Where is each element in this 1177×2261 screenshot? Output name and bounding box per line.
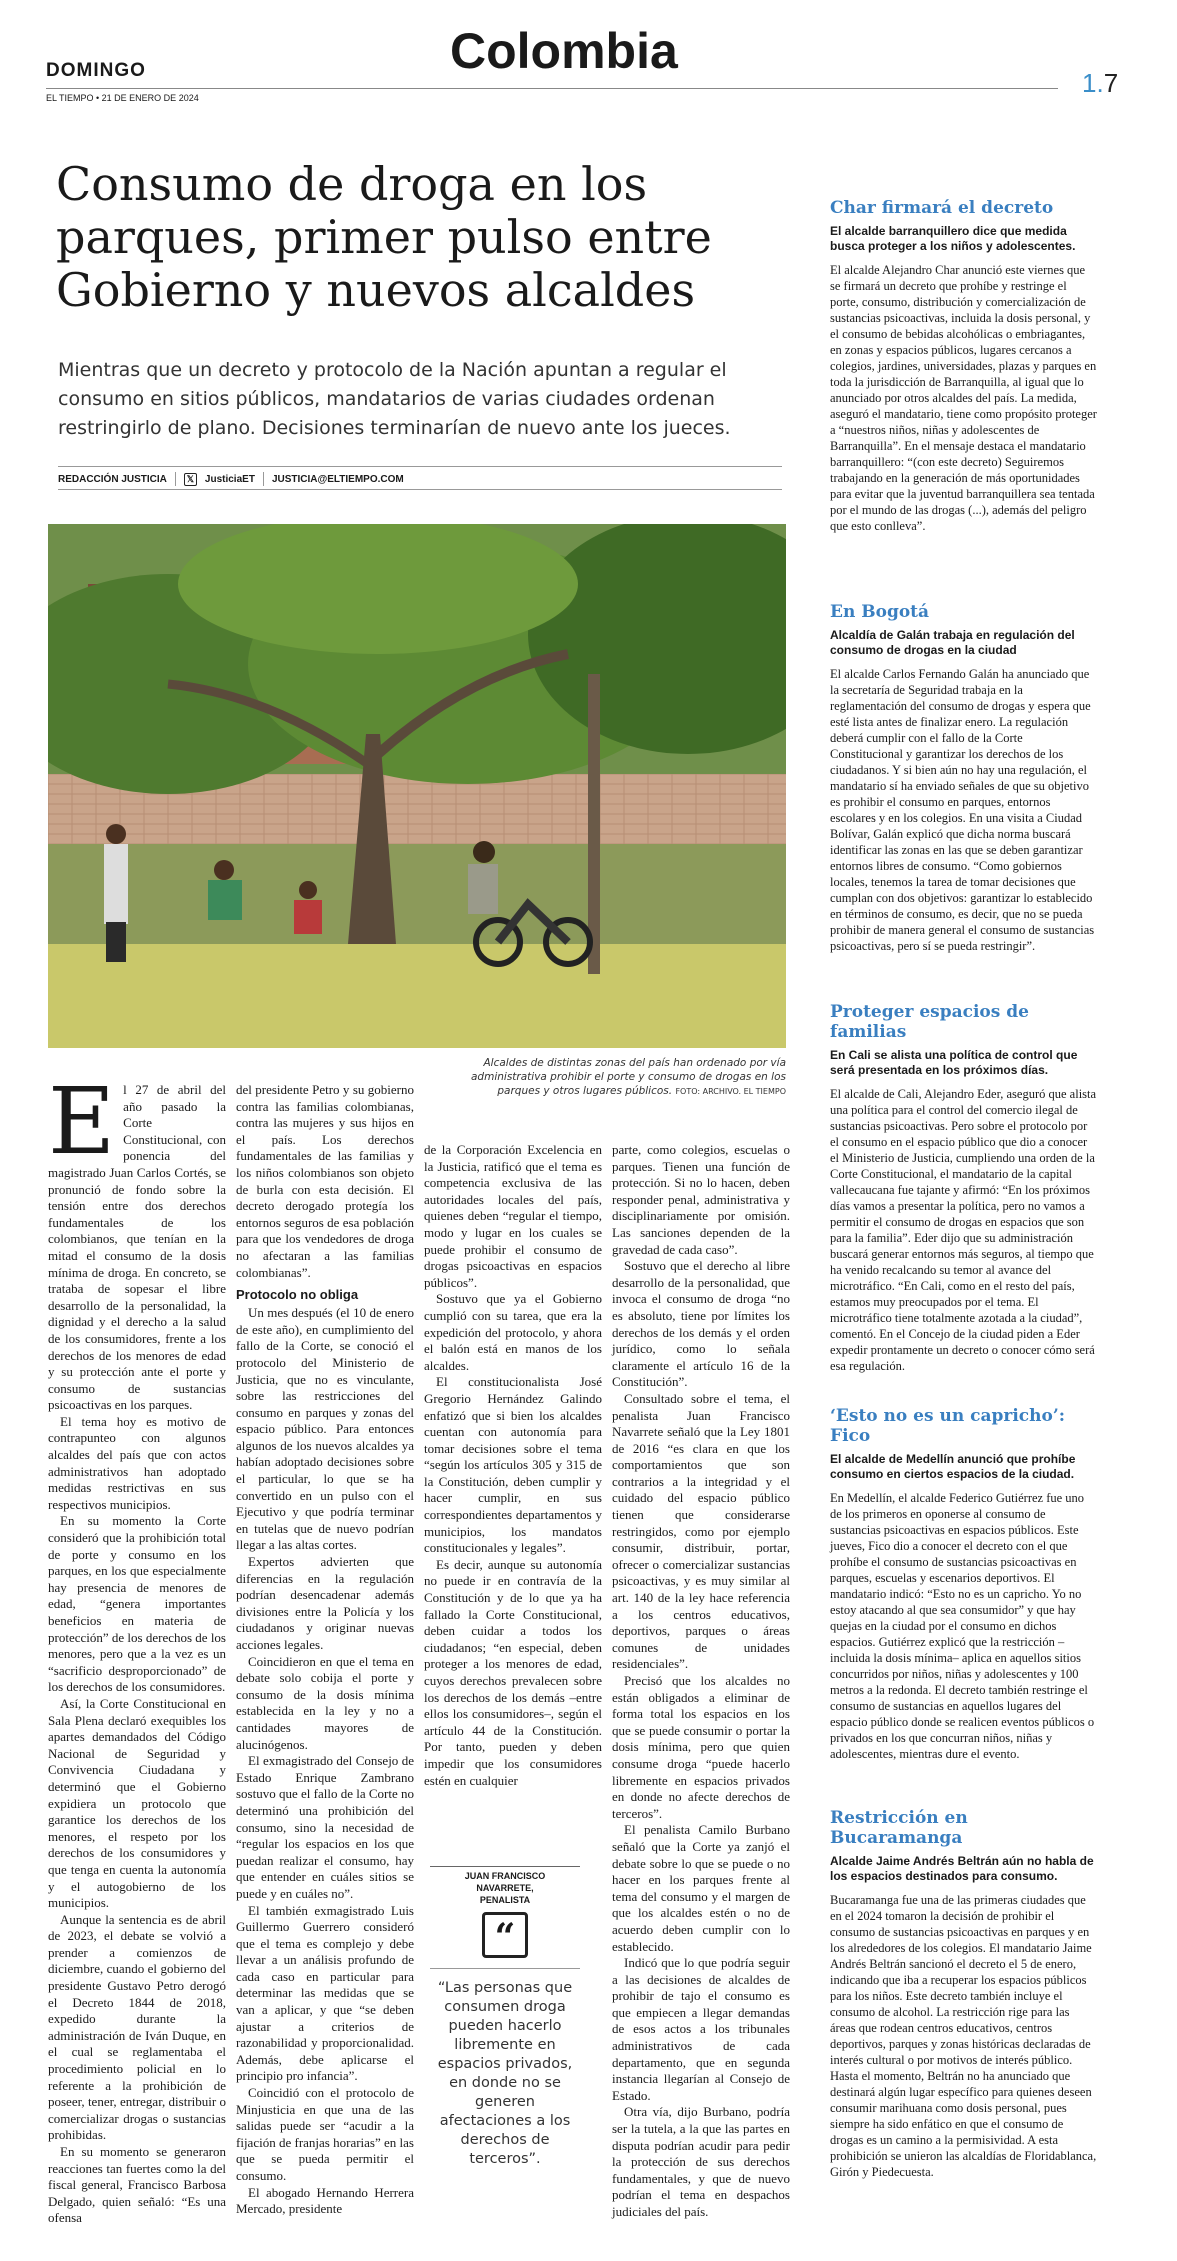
- sidebar-subtitle: Alcalde Jaime Andrés Beltrán aún no habla de los espacios destinados para consumo.: [830, 1854, 1094, 1883]
- body-paragraph: En su momento la Corte consideró que la prohibición total de porte y consumo en los parques, en los que especialmente hay presencia de menores de edad, “genera importantes beneficios en materia de protección” de los derechos de los menores, pero que a la vez es un “sacrificio desproporcionado” de los derechos de los consumidores.: [48, 1513, 226, 1695]
- sidebar-subtitle: En Cali se alista una política de control que será presentada en los próximos días.: [830, 1048, 1078, 1077]
- body-paragraph: El penalista Camilo Burbano señaló que la Corte ya zanjó el debate sobre lo que se puede o no hacer en los parques frente al tema del consumo y el margen de que los alcaldes estén o no de acuerdo deben cumplir con lo establecido.: [612, 1822, 790, 1954]
- deck: Mientras que un decreto y protocolo de la Nación apuntan a regular el consumo en sitios públicos, mandatarios de varias ciudades ordenan restringirlo de plano. Decisiones terminarían de nuevo ante los jueces.: [58, 359, 731, 439]
- body-paragraph: Expertos advierten que diferencias en la regulación podrían desencadenar además divisiones entre la Policía y los ciudadanos y originar nuevas acciones legales.: [236, 1554, 414, 1652]
- sidebar-title: Char firmará el decreto: [830, 198, 1054, 218]
- sidebar-body: En Medellín, el alcalde Federico Gutiérrez fue uno de los primeros en oponerse al consumo de sustancias psicoactivas en espacios públicos. Este jueves, Fico dio a conocer el decreto con el que prohíbe el consumo de sustancias psicoactivas en parques, escuelas y escenarios deportivos. El mandatario indicó: “Esto no es un capricho. Yo no estoy atacando al que sea consumidor” y que hay quejas en la ciudad por el consumo en dichos espacios. Gutiérrez explicó que la restricción –incluida la dosis mínima– aplica en aquellos sitios concurridos por niños, niñas y adolescentes y 100 metros a la redonda. El decreto también restringe el consumo de sustancias en aquellos lugares del espacio público donde se realicen eventos públicos o privados en los que concurran niños, niñas y adolescentes, mientras dure el evento.: [830, 1491, 1095, 1761]
- body-paragraph: Un mes después (el 10 de enero de este año), en cumplimiento del fallo de la Corte, se conoció el protocolo del Ministerio de Justicia, que no es vinculante, sobre las restricciones del consumo en parques y zonas del espacio público. Para entonces algunos de los nuevos alcaldes ya habían adoptado decisiones sobre el particular, lo que se ha convertido en un pulso con el Ejecutivo y que podría terminar en tutelas que de nuevo podrían llegar a las altas cortes.: [236, 1305, 414, 1553]
- section-title: Colombia: [450, 23, 678, 79]
- body-paragraph: Así, la Corte Constitucional en Sala Plena declaró exequibles los apartes demandados del Código Nacional de Seguridad y Convivencia Ciudadana y determinó que el Gobierno expidiera un protocolo que garantice los derechos de los menores, el respeto por los derechos de los consumidores y que tenga en cuenta la autonomía y el autogobierno de los municipios.: [48, 1695, 226, 1911]
- body-paragraph: Sostuvo que ya el Gobierno cumplió con su tarea, que era la expedición del protocolo, y ahora el balón está en manos de los alcaldes.: [424, 1291, 602, 1373]
- body-paragraph: El abogado Hernando Herrera Mercado, presidente: [236, 2184, 414, 2217]
- pull-quote-text: “Las personas que consumen droga pueden hacerlo libremente en espacios privados, en donde no se generen afectaciones a los derechos de terceros”.: [430, 1968, 580, 2169]
- body-paragraph: parte, como colegios, escuelas o parques. Tienen una función de protección. Si no lo hacen, deben responder penal, administrativa y disciplinariamente por omisión. Las sanciones dependen de la gravedad de cada caso”.: [612, 1142, 790, 1257]
- body-column-3: [424, 1142, 602, 1789]
- sidebar-body: El alcalde de Cali, Alejandro Eder, aseguró que alista una política para el control del comercio ilegal de sustancias psicoactivas. Pero sobre el protocolo por el consumo en el espacio público que dio a conocer el Ministerio de Justicia, cumpliendo una orden de la Corte Constitucional, el mandatario de la capital vallecaucana fue tajante y afirmó: “En los próximos días vamos a presentar la política, pero no vamos a permitir el consumo de drogas en espacios que son para la familia”. Eder dijo que su administración buscará generar entornos más seguros, al tiempo que ha venido recalcando su temor al avance del microtráfico. “En Cali, como en el resto del país, estamos muy preocupados por el tema. El microtráfico tiene totalmente azotada a la ciudad”, comentó. En el Concejo de la ciudad piden a Eder expedir prontamente un decreto o conocer cómo será esa regulación.: [830, 1087, 1097, 1373]
- sidebar-cali: [830, 1002, 1098, 1374]
- photo-credit: FOTO: ARCHIVO. EL TIEMPO: [675, 1087, 786, 1096]
- sidebar-body: Bucaramanga fue una de las primeras ciudades que en el 2024 tomaron la decisión de prohibir el consumo de sustancias psicoactivas en parques y en los alrededores de los colegios. El mandatario Jaime Andrés Beltrán sancionó el decreto el 5 de enero, indicando que iba a recuperar los espacios públicos para los niños. Este decreto también incluye el consumo de alcohol. La restricción rige para las áreas que rodean centros educativos, centros deportivos, parques y zonas históricas declaradas de interés cultural o por motivos de interés público. Hasta el momento, Beltrán no ha anunciado que destinará algún lugar específico para quienes deseen consumir marihuana como dosis personal, pues siempre ha sido enfático en que el consumo de drogas es un camino a la permisividad. A esta prohibición se unieron las alcaldías de Floridablanca, Girón y Piedecuesta.: [830, 1893, 1097, 2179]
- headline: Consumo de droga en los parques, primer pulso entre Gobierno y nuevos alcaldes: [56, 157, 712, 317]
- body-column-2: [236, 1082, 414, 2218]
- body-paragraph: El tema hoy es motivo de contrapunteo con algunos alcaldes del país que con actos administrativos han adoptado medidas restrictivas en sus respectivos municipios.: [48, 1413, 226, 1512]
- drop-cap: E: [48, 1068, 116, 1175]
- park-scene-image: [48, 524, 786, 1048]
- sidebar-subtitle: El alcalde de Medellín anunció que prohíbe consumo en ciertos espacios de la ciudad.: [830, 1452, 1076, 1481]
- sidebar-barranquilla: [830, 198, 1098, 534]
- sidebar-title: Restricción en Bucaramanga: [830, 1808, 968, 1848]
- body-paragraph: Precisó que los alcaldes no están obligados a eliminar de forma total los espacios en los que se puede consumir o portar la dosis mínima, pero que quien consume droga “puede hacerlo libremente en espacios privados en donde no afecte derechos de terceros”.: [612, 1673, 790, 1821]
- body-paragraph: Otra vía, dijo Burbano, podría ser la tutela, a la que las partes en disputa podrían acudir para pedir la protección de sus derechos fundamentales, y que de nuevo podrían el tema en despachos judiciales del país.: [612, 2104, 790, 2219]
- page-number: 1.7: [1082, 68, 1119, 98]
- sidebar-medellin: [830, 1406, 1098, 1762]
- body-column-1: [48, 1068, 226, 2227]
- body-paragraph: Coincidieron en que el tema en debate solo cobija el porte y consumo de la dosis mínima establecida en la ley y no a cantidades mayores de alucinógenos.: [236, 1653, 414, 1752]
- photo-caption: Alcaldes de distintas zonas del país han ordenado por vía administrativa prohibir el porte y consumo de drogas en los parques y otros lugares públicos. FOTO: ARCHIVO. EL TIEMPO: [471, 1057, 786, 1097]
- byline-email[interactable]: JUSTICIA@ELTIEMPO.COM: [271, 473, 404, 485]
- body-paragraph: Sostuvo que el derecho al libre desarrollo de la personalidad, que invoca el consumo de droga “no es absoluto, tiene por límites los derechos de los demás y el orden jurídico, como lo señala claramente el artículo 16 de la Constitución”.: [612, 1258, 790, 1390]
- byline-desk: REDACCIÓN JUSTICIA: [58, 473, 167, 485]
- body-paragraph: Es decir, aunque su autonomía no puede ir en contravía de la Constitución y de lo que ya ha fallado la Corte Constitucional, deben cuidar a todos los ciudadanos; “en especial, deben proteger a los menores de edad, cuyos derechos prevalecen sobre los derechos de los demás –entre ellos los consumidores–, según el artículo 44 de la Constitución. Por tanto, pueden y deben impedir que los consumidores estén en cualquier: [424, 1556, 602, 1788]
- header-rule: [46, 88, 1058, 89]
- sidebar-title: ‘Esto no es un capricho’: Fico: [830, 1406, 1066, 1446]
- body-paragraph: Consultado sobre el tema, el penalista Juan Francisco Navarrete señaló que la Ley 1801 de 2016 “es clara en que los comportamientos que son contrarios a la integridad y el cuidado del espacio público tienen que considerarse restringidos, como por ejemplo consumir, distribuir, portar, ofrecer o comercializar sustancias psicoactivas, y es muy similar al art. 140 de la ley hace referencia a los centros educativos, deportivos, parques o áreas comunes de unidades residenciales”.: [612, 1390, 790, 1672]
- sidebar-subtitle: Alcaldía de Galán trabaja en regulación del consumo de drogas en la ciudad: [830, 628, 1075, 657]
- byline-divider: [263, 472, 264, 486]
- article-photo: [48, 524, 786, 1048]
- day-label: DOMINGO: [46, 60, 146, 81]
- pull-quote: [430, 1866, 580, 2169]
- sidebar-title: Proteger espacios de familias: [830, 1002, 1029, 1042]
- byline-divider: [175, 472, 176, 486]
- byline: [58, 466, 782, 490]
- body-paragraph: El constitucionalista José Gregorio Hernández Galindo enfatizó que si bien los alcaldes cuentan con autonomía para tomar decisiones sobre el tema “según los artículos 305 y 315 de la Constitución, deben cumplir y hacer cumplir, en sus correspondientes departamentos y municipios, los mandatos constitucionales y legales”.: [424, 1374, 602, 1556]
- pull-quote-person: JUAN FRANCISCO NAVARRETE, PENALISTA: [430, 1866, 580, 1906]
- body-paragraph: En su momento se generaron reacciones tan fuertes como la del fiscal general, Francisco Barbosa Delgado, quien señaló: “Es una ofensa: [48, 2144, 226, 2226]
- body-paragraph: Aunque la sentencia es de abril de 2023, el debate se volvió a prender a comienzos de diciembre, cuando el gobierno del presidente Gustavo Petro derogó el Decreto 1844 de 2018, expedido durante la administración de Iván Duque, en el cual se reglamentaba el procedimiento policial en lo referente a la prohibición de poseer, tener, entregar, distribuir o comercializar drogas o sustancias prohibidas.: [48, 1911, 226, 2143]
- body-paragraph: Indicó que lo que podría seguir a las decisiones de alcaldes de prohibir de tajo el consumo es que empiecen a llegar demandas de esos actos a los tribunales administrativos de cada departamento, que en segunda instancia llegarían al Consejo de Estado.: [612, 1955, 790, 2103]
- x-icon: 𝕏: [184, 473, 197, 486]
- body-paragraph: El exmagistrado del Consejo de Estado Enrique Zambrano sostuvo que el fallo de la Corte no determinó una prohibición del consumo, sino la necesidad de “regular los espacios en los que puedan realizar el consumo, hay que entender en cuáles sitios se puede y en cuáles no”.: [236, 1753, 414, 1901]
- sidebar-body: El alcalde Carlos Fernando Galán ha anunciado que la secretaría de Seguridad trabaja en la reglamentación del consumo de drogas y espera que esté lista antes de finalizar enero. La regulación deberá cumplir con el fallo de la Corte Constitucional y garantizar los derechos de los ciudadanos. Y si bien aún no hay una regulación, el mandatario sí ha enviado señales de que su objetivo es prohibir el consumo en parques, entornos escolares y en los colegios. En una visita a Ciudad Bolívar, Galán explicó que dicha norma buscará identificar las zonas en las que se deben garantizar entornos libres de consumo. “Como gobiernos locales, tenemos la tarea de tomar decisiones que cumplan con dos objetivos: garantizar lo establecido en términos de consumo, es decir, que no se pueda prohibir de manera general el consumo de sustancias psicoactivas, pero sí se pueda restringir”.: [830, 667, 1095, 953]
- sidebar-body: El alcalde Alejandro Char anunció este viernes que se firmará un decreto que prohíbe y restringe el porte, consumo, distribución y comercialización de sustancias psicoactivas, incluida la dosis personal, y el consumo de bebidas alcohólicas o embriagantes, en zonas y espacios públicos, lugares cercanos a colegios, jardines, universidades, plazas y parques en toda la jurisdicción de Barranquilla, al igual que lo anunciado por otros alcaldes del país. La medida, aseguró el mandatario, tiene como propósito proteger a “nuestros niños, niñas y adolescentes de Barranquilla”. En el mensaje destaca el mandatario barranquillero: “(con este decreto) Seguiremos trabajando en la generación de más oportunidades para evitar que la juventud barranquillera sea tentada por el mundo de las drogas (...), además del peligro que esto conlleva”.: [830, 263, 1097, 533]
- subhead: Protocolo no obliga: [236, 1287, 359, 1303]
- issue-date: EL TIEMPO • 21 DE ENERO DE 2024: [46, 93, 199, 103]
- sidebar-bucaramanga: [830, 1808, 1098, 2180]
- sidebar-title: En Bogotá: [830, 602, 930, 622]
- body-column-4: [612, 1142, 790, 2221]
- quote-icon: “: [482, 1912, 528, 1958]
- body-paragraph: del presidente Petro y su gobierno contra las familias colombianas, contra las mujeres y sus hijos en el país. Los derechos fundamentales de las familias y los niños colombianos son objeto de burla con esta decisión. El decreto derogado protegía los entornos seguros de esa población para que los vendedores de droga no afectaran a las familias colombianas”.: [236, 1082, 414, 1280]
- body-paragraph: El 27 de abril del año pasado la Corte Constitucional, con ponencia del magistrado Juan Carlos Cortés, se pronunció de fondo sobre la tensión entre dos derechos fundamentales de los colombianos, que tenían en la mitad el consumo de la dosis mínima de droga. En concreto, se trataba de sopesar el libre desarrollo de la personalidad, la dignidad y el derecho a la salud de los consumidores, frente a los derechos de los menores de edad y su protección ante el porte y consumo de sustancias psicoactivas en los parques.: [48, 1068, 226, 1413]
- sidebar-subtitle: El alcalde barranquillero dice que medida busca proteger a los niños y adolescentes.: [830, 224, 1076, 253]
- body-paragraph: Coincidió con el protocolo de Minjusticia en que una de las salidas puede ser “acudir a la fijación de franjas horarias” en las que se pueda permitir el consumo.: [236, 2085, 414, 2183]
- body-paragraph: El también exmagistrado Luis Guillermo Guerrero consideró que el tema es complejo y debe llevar a un análisis profundo de cada caso en particular para determinar las medidas que se van a aplicar, y que “se deben ajustar a criterios de razonabilidad y proporcionalidad. Además, debe aplicarse el principio pro infancia”.: [236, 1902, 414, 2084]
- byline-social[interactable]: JusticiaET: [204, 473, 255, 485]
- sidebar-bogota: [830, 602, 1098, 954]
- body-paragraph: de la Corporación Excelencia en la Justicia, ratificó que el tema es competencia exclusiva de las autoridades locales del país, quienes deben “regular el tiempo, modo y lugar en los cuales se puede prohibir el consumo de drogas psicoactivas en espacios públicos”.: [424, 1142, 602, 1290]
